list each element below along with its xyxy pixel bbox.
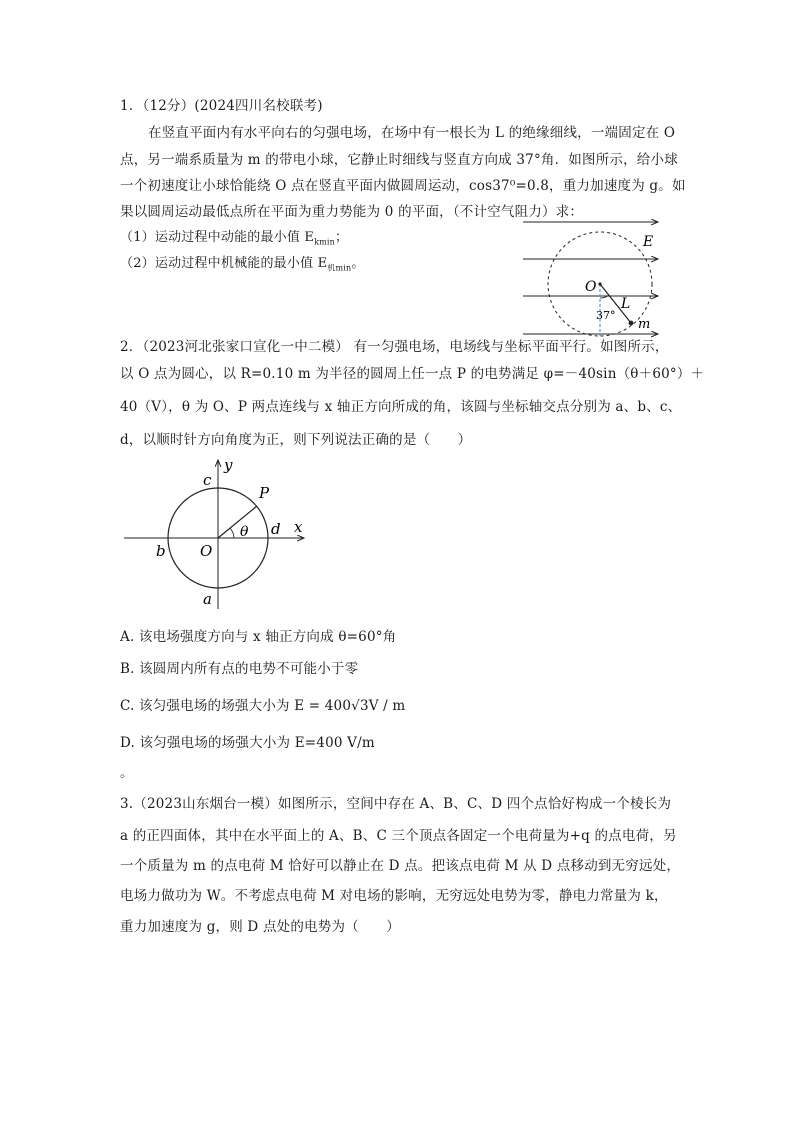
q2-trailing-mark: 。 [120,765,134,781]
q2-option-c: C. 该匀强电场的场强大小为 E = 400√3V / m [120,698,406,714]
q1-sub2-end: 。 [351,256,365,271]
q2-text-line-2: 以 O 点为圆心，以 R=0.10 m 为半径的圆周上任一点 P 的电势满足 φ=－40sin（θ＋60°）＋ [120,366,705,382]
theta-arc [230,528,234,538]
radius-OP [218,506,257,538]
label-theta: θ [240,524,249,540]
q1-text-line-2: 点，另一端系质量为 m 的带电小球，它静止时细线与竖直方向成 37°角．如图所示，给小球 [120,152,678,168]
label-O: O [200,542,213,560]
q2-option-b: B. 该圆周内所有点的电势不可能小于零 [120,661,359,677]
q3-text-line-2: a 的正四面体，其中在水平面上的 A、B、C 三个顶点各固定一个电荷量为+q 的点电荷，另 [120,828,677,844]
q1-text-line-3: 一个初速度让小球恰能绕 O 点在竖直平面内做圆周运动，cos37⁰=0.8，重力加速度为 g。如 [120,178,686,194]
q2-text-line-4: d，以顺时针方向角度为正，则下列说法正确的是（ ） [120,432,472,448]
q1-figure [515,212,665,340]
angle-arc [600,295,609,298]
q1-subquestion-2 [120,254,365,279]
q2-option-a: A. 该电场强度方向与 x 轴正方向成 θ=60°角 [120,629,397,645]
label-y: y [224,456,233,474]
q2-text-line-3: 40（V），θ 为 O、P 两点连线与 x 轴正方向所成的角，该圆与坐标轴交点分别为 a、b、c、 [120,399,682,415]
label-L: L [621,296,631,312]
q1-sub1-end: ； [335,230,349,245]
ball [629,321,634,326]
label-d: d [271,520,281,538]
q1-text-line-4: 果以圆周运动最低点所在平面为重力势能为 0 的平面，（不计空气阻力）求： [120,204,584,220]
label-angle: 37° [596,309,616,322]
q2-option-d: D. 该匀强电场的场强大小为 E=400 V/m [120,735,375,751]
q1-sub1-text: （1）运动过程中动能的最小值 E [120,230,315,245]
q3-text-line-5: 重力加速度为 g，则 D 点处的电势为（ ） [120,919,400,935]
label-m: m [638,317,651,332]
q2-figure [118,454,318,614]
q1-sub2-subscript: 机min [327,263,352,273]
q3-text-line-1: 3.（2023山东烟台一模）如图所示，空间中存在 A、B、C、D 四个点恰好构成一个棱长为 [120,796,672,812]
label-O: O [585,279,597,295]
q1-subquestion-1 [120,228,348,253]
label-x: x [294,518,303,536]
label-E: E [643,234,654,250]
label-b: b [156,542,166,560]
label-c: c [203,471,212,489]
q3-text-line-4: 电场力做功为 W。不考虑点电荷 M 对电场的影响，无穷远处电势为零，静电力常量为 k， [120,888,668,904]
label-P: P [259,484,270,502]
q1-header: 1．（12分）(2024四川名校联考) [120,98,323,114]
q1-sub2-text: （2）运动过程中机械能的最小值 E [120,256,328,271]
q3-text-line-3: 一个质量为 m 的点电荷 M 恰好可以静止在 D 点。把该点电荷 M 从 D 点移动到无穷远处， [120,858,681,874]
q1-text-line-1: 在竖直平面内有水平向右的匀强电场，在场中有一根长为 L 的绝缘细线，一端固定在 O [148,125,676,141]
pivot-point [598,282,601,285]
q2-text-line-1: 2．（2023河北张家口宣化一中二模） 有一匀强电场，电场线与坐标平面平行。如图所示， [120,339,669,355]
q1-sub1-subscript: kmin [314,237,336,247]
label-a: a [203,590,212,608]
